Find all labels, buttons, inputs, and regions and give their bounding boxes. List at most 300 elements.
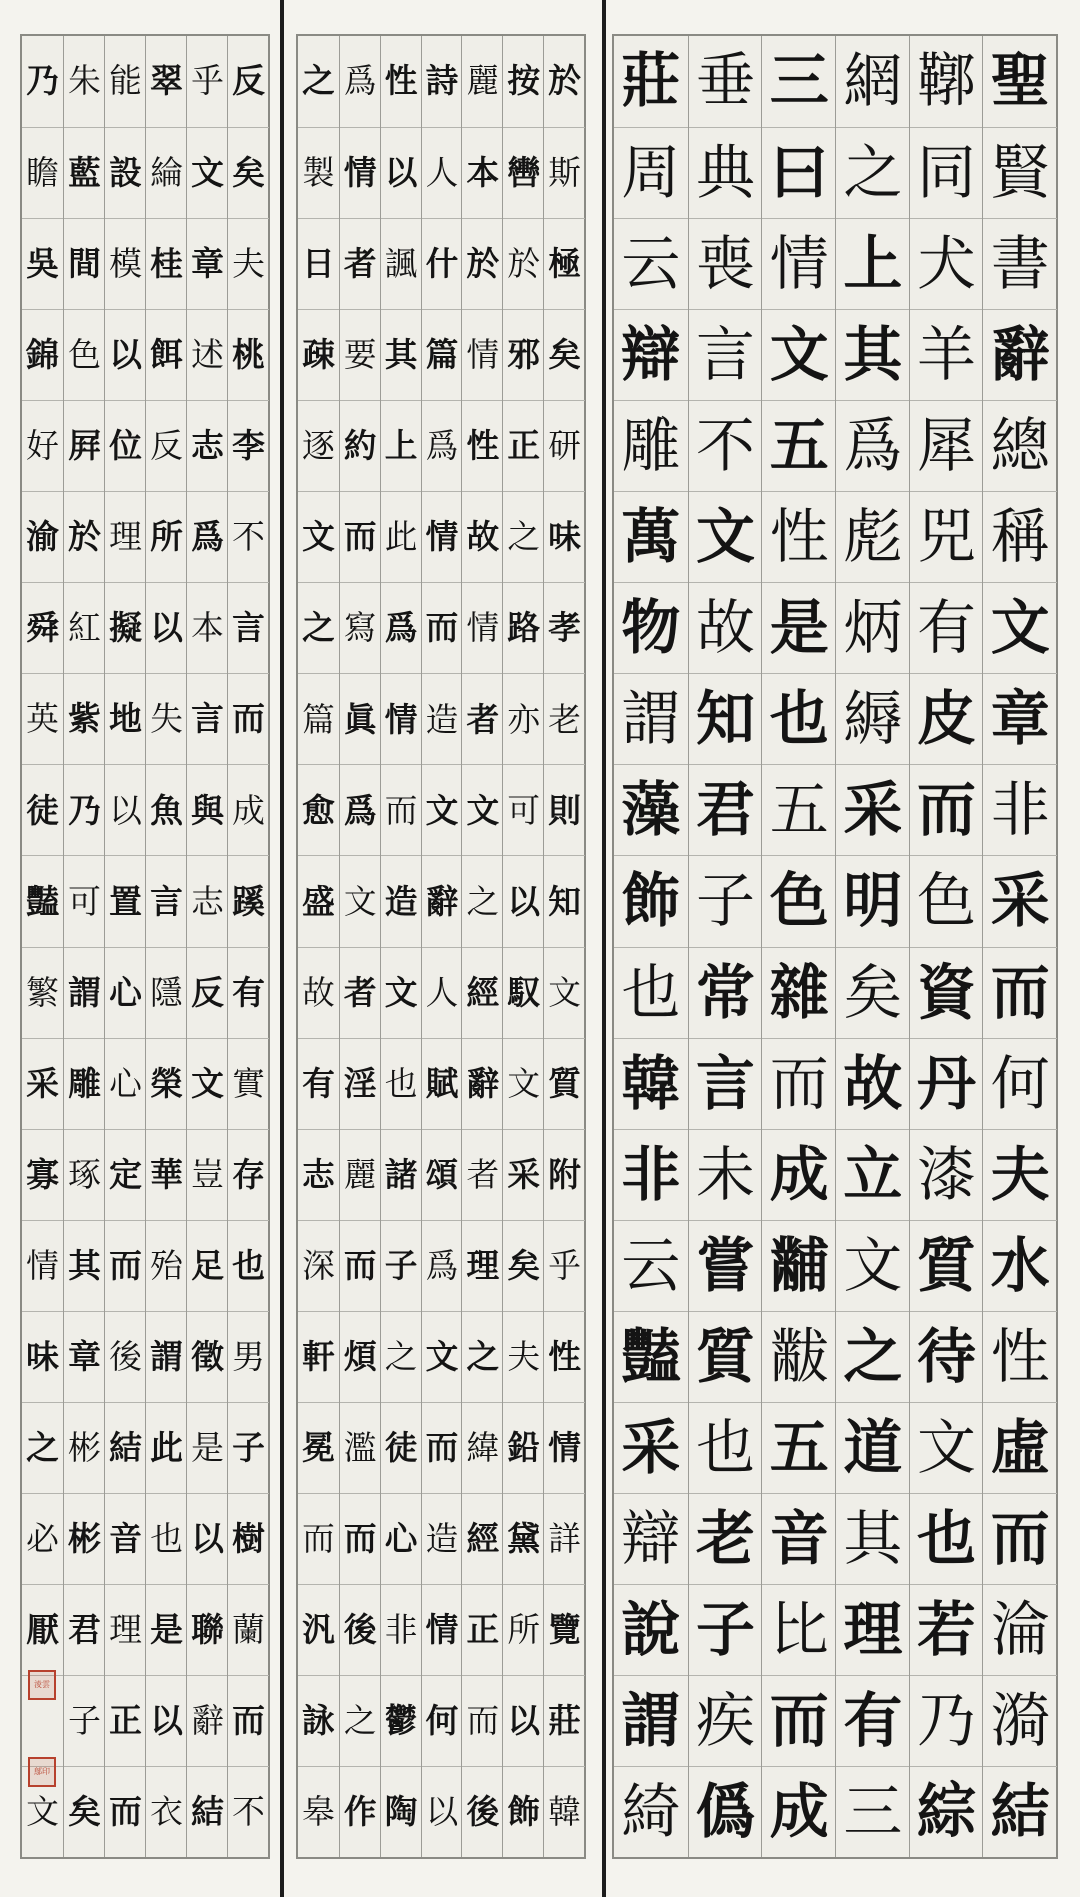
grid-cell <box>298 1038 339 1130</box>
panel-middle <box>296 34 586 1859</box>
calligraphy-glyph: 莊 <box>621 46 681 116</box>
grid-cell <box>22 1038 63 1130</box>
calligraphy-glyph: 藍 <box>68 153 101 193</box>
grid-cell <box>381 1402 422 1494</box>
grid-cell <box>462 1038 503 1130</box>
grid-cell <box>614 218 688 310</box>
grid-cell <box>340 400 381 492</box>
grid-cell <box>544 400 585 492</box>
grid-cell <box>689 855 763 947</box>
grid-cell <box>462 36 503 127</box>
calligraphy-glyph: 而 <box>384 791 418 830</box>
scroll-mounting-divider <box>602 0 606 1897</box>
grid-cell <box>910 1038 984 1130</box>
grid-cell <box>340 36 381 127</box>
grid-cell <box>836 1311 910 1403</box>
calligraphy-glyph: 同 <box>917 138 976 208</box>
grid-cell <box>22 1220 63 1312</box>
grid-cell <box>462 764 503 856</box>
calligraphy-glyph: 質 <box>696 1321 755 1391</box>
grid-cell <box>544 1584 585 1676</box>
grid-cell <box>340 218 381 310</box>
calligraphy-glyph: 爲 <box>343 790 377 830</box>
grid-cell <box>910 1584 984 1676</box>
calligraphy-glyph: 性 <box>466 426 500 466</box>
grid-cell <box>983 1311 1057 1403</box>
calligraphy-glyph: 紫 <box>68 699 101 739</box>
calligraphy-glyph: 比 <box>769 1594 829 1664</box>
calligraphy-glyph: 存 <box>232 1154 265 1194</box>
grid-cell <box>983 1584 1057 1676</box>
calligraphy-glyph: 什 <box>425 244 459 284</box>
grid-cell <box>422 1766 463 1858</box>
grid-cell <box>146 1584 187 1676</box>
calligraphy-glyph: 造 <box>425 1519 459 1558</box>
grid-cell <box>836 36 910 127</box>
grid-cell <box>340 855 381 947</box>
grid-cell <box>228 36 269 127</box>
grid-cell <box>983 1766 1057 1858</box>
grid-cell <box>187 1220 228 1312</box>
calligraphy-glyph: 理 <box>109 1610 142 1649</box>
calligraphy-glyph: 設 <box>109 153 142 193</box>
calligraphy-glyph: 情 <box>425 1610 459 1650</box>
grid-cell <box>340 582 381 674</box>
text-column <box>22 36 63 1857</box>
grid-cell <box>983 947 1057 1039</box>
grid-cell <box>187 1402 228 1494</box>
calligraphy-glyph: 炳 <box>843 593 903 663</box>
calligraphy-glyph: 以 <box>507 1701 541 1741</box>
grid-cell <box>298 1766 339 1858</box>
calligraphy-glyph: 篇 <box>302 700 335 739</box>
calligraphy-glyph: 而 <box>425 608 459 648</box>
calligraphy-glyph: 乃 <box>68 790 101 830</box>
calligraphy-glyph: 魚 <box>150 790 183 830</box>
grid-cell <box>105 764 146 856</box>
calligraphy-glyph: 文 <box>302 517 335 557</box>
grid-cell <box>983 1675 1057 1767</box>
calligraphy-glyph: 云 <box>621 1230 681 1300</box>
calligraphy-glyph: 志 <box>191 426 224 466</box>
calligraphy-glyph: 擬 <box>109 608 142 648</box>
grid-cell <box>340 1675 381 1767</box>
calligraphy-glyph: 是 <box>150 1609 183 1649</box>
grid-cell <box>64 1584 105 1676</box>
calligraphy-glyph: 文 <box>917 1412 976 1482</box>
grid-cell <box>910 309 984 401</box>
calligraphy-glyph: 章 <box>990 684 1050 754</box>
grid-cell <box>298 1220 339 1312</box>
calligraphy-glyph: 人 <box>425 973 459 1012</box>
grid-cell <box>503 673 544 765</box>
calligraphy-glyph: 實 <box>232 1064 265 1103</box>
calligraphy-glyph: 資 <box>917 957 976 1027</box>
grid-cell <box>689 1402 763 1494</box>
calligraphy-glyph: 稱 <box>990 502 1050 572</box>
calligraphy-glyph: 餌 <box>150 335 183 375</box>
grid-cell <box>614 947 688 1039</box>
grid-cell <box>340 1220 381 1312</box>
calligraphy-glyph: 軒 <box>302 1336 335 1376</box>
calligraphy-glyph: 理 <box>466 1245 500 1285</box>
calligraphy-glyph: 頌 <box>425 1154 459 1194</box>
grid-cell <box>983 1493 1057 1585</box>
grid-cell <box>762 218 836 310</box>
grid-cell <box>22 218 63 310</box>
grid-cell <box>105 855 146 947</box>
grid-cell <box>614 1584 688 1676</box>
calligraphy-glyph: 之 <box>843 138 903 208</box>
grid-cell <box>544 1311 585 1403</box>
calligraphy-glyph: 書 <box>990 229 1050 299</box>
calligraphy-glyph: 音 <box>109 1518 142 1558</box>
calligraphy-glyph: 兕 <box>917 502 976 572</box>
grid-cell <box>105 1584 146 1676</box>
grid-cell <box>462 218 503 310</box>
calligraphy-glyph: 寡 <box>26 1154 59 1194</box>
grid-cell <box>187 400 228 492</box>
panel-right <box>612 34 1058 1859</box>
grid-cell <box>614 309 688 401</box>
calligraphy-glyph: 不 <box>232 518 265 557</box>
calligraphy-glyph: 以 <box>507 881 541 921</box>
calligraphy-glyph: 寫 <box>343 609 377 648</box>
grid-cell <box>422 1584 463 1676</box>
calligraphy-glyph: 立 <box>843 1139 903 1209</box>
calligraphy-glyph: 謂 <box>621 684 681 754</box>
calligraphy-glyph: 性 <box>548 1336 581 1376</box>
grid-cell <box>64 1129 105 1221</box>
grid-cell <box>381 1311 422 1403</box>
grid-cell <box>503 1220 544 1312</box>
grid-cell <box>422 400 463 492</box>
calligraphy-glyph: 何 <box>990 1048 1050 1118</box>
calligraphy-glyph: 文 <box>548 973 581 1012</box>
calligraphy-glyph: 舜 <box>26 608 59 648</box>
calligraphy-glyph: 能 <box>109 62 142 101</box>
calligraphy-glyph: 心 <box>109 1064 142 1103</box>
calligraphy-glyph: 爲 <box>843 411 903 481</box>
grid-cell <box>228 309 269 401</box>
calligraphy-glyph: 詩 <box>425 61 459 101</box>
grid-cell <box>503 1493 544 1585</box>
grid-cell <box>503 855 544 947</box>
grid-cell <box>340 764 381 856</box>
seal-upper <box>28 1670 56 1700</box>
grid-cell <box>614 1220 688 1312</box>
grid-cell <box>228 1311 269 1403</box>
grid-cell <box>983 673 1057 765</box>
calligraphy-glyph: 之 <box>384 1337 418 1376</box>
calligraphy-glyph: 眞 <box>343 699 377 739</box>
calligraphy-glyph: 華 <box>150 1154 183 1194</box>
grid-cell <box>614 400 688 492</box>
grid-cell <box>910 1766 984 1858</box>
calligraphy-glyph: 本 <box>466 153 500 193</box>
calligraphy-glyph: 乃 <box>26 61 59 101</box>
calligraphy-glyph: 知 <box>696 684 755 754</box>
calligraphy-glyph: 說 <box>621 1594 681 1664</box>
grid-cell <box>64 582 105 674</box>
grid-cell <box>187 218 228 310</box>
grid-cell <box>689 1493 763 1585</box>
calligraphy-glyph: 總 <box>990 411 1050 481</box>
grid-cell <box>614 1766 688 1858</box>
calligraphy-glyph: 不 <box>696 411 755 481</box>
grid-cell <box>422 855 463 947</box>
grid-cell <box>689 400 763 492</box>
calligraphy-glyph: 陶 <box>384 1792 418 1832</box>
calligraphy-glyph: 斯 <box>548 154 581 193</box>
calligraphy-glyph: 情 <box>384 699 418 739</box>
calligraphy-glyph: 爲 <box>384 608 418 648</box>
grid-cell <box>105 127 146 219</box>
grid-cell <box>146 1675 187 1767</box>
grid-cell <box>381 309 422 401</box>
calligraphy-glyph: 志 <box>191 882 224 921</box>
calligraphy-glyph: 心 <box>109 972 142 1012</box>
calligraphy-glyph: 雕 <box>68 1063 101 1103</box>
calligraphy-glyph: 君 <box>68 1609 101 1649</box>
grid-cell <box>64 1675 105 1767</box>
calligraphy-glyph: 盛 <box>302 881 335 921</box>
grid-cell <box>836 1493 910 1585</box>
grid-cell <box>462 1129 503 1221</box>
calligraphy-glyph: 位 <box>109 426 142 466</box>
calligraphy-glyph: 殆 <box>150 1246 183 1285</box>
grid-cell <box>105 1038 146 1130</box>
calligraphy-glyph: 黼 <box>769 1230 829 1300</box>
calligraphy-glyph: 言 <box>696 320 755 390</box>
grid-cell <box>187 764 228 856</box>
grid-cell <box>146 1766 187 1858</box>
calligraphy-glyph: 成 <box>232 791 265 830</box>
grid-cell <box>614 1402 688 1494</box>
calligraphy-glyph: 采 <box>621 1412 681 1482</box>
calligraphy-glyph: 文 <box>466 790 500 830</box>
grid-cell <box>146 1493 187 1585</box>
calligraphy-glyph: 情 <box>425 517 459 557</box>
calligraphy-glyph: 此 <box>150 1427 183 1467</box>
calligraphy-glyph: 瞻 <box>26 154 59 193</box>
grid-cell <box>689 764 763 856</box>
grid-cell <box>614 1038 688 1130</box>
grid-cell <box>836 1129 910 1221</box>
grid-cell <box>298 491 339 583</box>
calligraphy-glyph: 所 <box>150 517 183 557</box>
calligraphy-glyph: 豈 <box>191 1155 224 1194</box>
calligraphy-glyph: 也 <box>917 1503 976 1573</box>
grid-cell <box>228 1675 269 1767</box>
grid-cell <box>422 127 463 219</box>
calligraphy-glyph: 之 <box>843 1321 903 1391</box>
calligraphy-glyph: 造 <box>425 700 459 739</box>
calligraphy-glyph: 聯 <box>191 1609 224 1649</box>
calligraphy-glyph: 附 <box>548 1154 581 1194</box>
calligraphy-glyph: 模 <box>109 245 142 284</box>
grid-cell <box>422 1311 463 1403</box>
grid-cell <box>910 491 984 583</box>
grid-cell <box>187 673 228 765</box>
grid-cell <box>146 218 187 310</box>
grid-cell <box>298 1584 339 1676</box>
grid-cell <box>340 1493 381 1585</box>
grid-cell <box>910 582 984 674</box>
calligraphy-glyph: 嘗 <box>696 1230 755 1300</box>
calligraphy-glyph: 性 <box>769 502 829 572</box>
calligraphy-glyph: 夫 <box>232 245 265 284</box>
calligraphy-glyph: 辯 <box>621 320 681 390</box>
calligraphy-glyph: 五 <box>769 1412 829 1482</box>
calligraphy-glyph: 於 <box>466 244 500 284</box>
calligraphy-glyph: 極 <box>548 244 581 284</box>
calligraphy-glyph: 所 <box>507 1611 541 1650</box>
calligraphy-glyph: 後 <box>343 1610 377 1650</box>
grid-cell <box>503 218 544 310</box>
grid-cell <box>298 947 339 1039</box>
grid-cell <box>187 1584 228 1676</box>
calligraphy-glyph: 紅 <box>68 609 101 648</box>
grid-cell <box>910 400 984 492</box>
calligraphy-glyph: 愈 <box>302 790 335 830</box>
calligraphy-glyph: 性 <box>384 61 418 101</box>
calligraphy-glyph: 反 <box>191 972 224 1012</box>
grid-cell <box>983 764 1057 856</box>
calligraphy-glyph: 不 <box>232 1793 265 1832</box>
calligraphy-glyph: 而 <box>990 1503 1050 1573</box>
calligraphy-glyph: 情 <box>466 336 500 375</box>
calligraphy-glyph: 正 <box>466 1610 500 1650</box>
grid-cell <box>836 1584 910 1676</box>
calligraphy-glyph: 蹊 <box>232 881 265 921</box>
grid-cell <box>983 127 1057 219</box>
grid-cell <box>544 1493 585 1585</box>
grid-cell <box>983 400 1057 492</box>
calligraphy-glyph: 縟 <box>843 684 903 754</box>
calligraphy-glyph: 英 <box>26 700 59 739</box>
calligraphy-glyph: 以 <box>109 791 142 830</box>
calligraphy-glyph: 而 <box>109 1245 142 1285</box>
grid-cell <box>228 855 269 947</box>
calligraphy-glyph: 以 <box>384 153 418 193</box>
grid-cell <box>187 491 228 583</box>
grid-cell <box>544 127 585 219</box>
grid-cell <box>503 1038 544 1130</box>
calligraphy-glyph: 言 <box>232 608 265 648</box>
calligraphy-glyph: 矣 <box>507 1245 541 1285</box>
calligraphy-glyph: 也 <box>696 1412 755 1482</box>
grid-cell <box>910 127 984 219</box>
calligraphy-glyph: 垂 <box>696 46 755 116</box>
calligraphy-glyph: 文 <box>769 320 829 390</box>
calligraphy-glyph: 綸 <box>150 154 183 193</box>
calligraphy-glyph: 置 <box>109 881 142 921</box>
calligraphy-glyph: 五 <box>769 775 829 845</box>
calligraphy-glyph: 馭 <box>507 972 541 1012</box>
grid-cell <box>689 947 763 1039</box>
grid-cell <box>762 1402 836 1494</box>
calligraphy-glyph: 而 <box>769 1048 829 1118</box>
text-column <box>982 36 1057 1857</box>
grid-cell <box>910 1129 984 1221</box>
calligraphy-glyph: 失 <box>150 700 183 739</box>
calligraphy-glyph: 色 <box>769 866 829 936</box>
calligraphy-glyph: 而 <box>990 957 1050 1027</box>
calligraphy-glyph: 章 <box>191 244 224 284</box>
calligraphy-glyph: 有 <box>302 1063 335 1103</box>
grid-cell <box>298 1402 339 1494</box>
grid-cell <box>503 947 544 1039</box>
calligraphy-glyph: 僞 <box>696 1776 755 1846</box>
grid-cell <box>340 1038 381 1130</box>
grid-cell <box>762 1311 836 1403</box>
grid-cell <box>462 491 503 583</box>
calligraphy-glyph: 之 <box>343 1702 377 1741</box>
grid-cell <box>228 1766 269 1858</box>
calligraphy-glyph: 文 <box>425 1336 459 1376</box>
calligraphy-glyph: 以 <box>150 608 183 648</box>
grid-cell <box>187 1493 228 1585</box>
calligraphy-glyph: 之 <box>26 1427 59 1467</box>
calligraphy-glyph: 濫 <box>343 1428 377 1467</box>
calligraphy-glyph: 明 <box>843 866 903 936</box>
calligraphy-glyph: 是 <box>769 593 829 663</box>
calligraphy-glyph: 翠 <box>150 61 183 101</box>
calligraphy-glyph: 爲 <box>425 427 459 466</box>
grid-cell <box>228 582 269 674</box>
calligraphy-glyph: 於 <box>507 245 541 284</box>
grid-cell <box>544 1402 585 1494</box>
grid-cell <box>983 1220 1057 1312</box>
grid-cell <box>762 673 836 765</box>
calligraphy-glyph: 犀 <box>917 411 976 481</box>
calligraphy-glyph: 深 <box>302 1246 335 1285</box>
grid-cell <box>462 309 503 401</box>
calligraphy-glyph: 彪 <box>843 502 903 572</box>
grid-cell <box>422 218 463 310</box>
grid-cell <box>22 673 63 765</box>
grid-cell <box>340 1311 381 1403</box>
calligraphy-glyph: 淫 <box>343 1063 377 1103</box>
calligraphy-glyph: 文 <box>990 593 1050 663</box>
grid-cell <box>422 1038 463 1130</box>
calligraphy-glyph: 夫 <box>507 1337 541 1376</box>
calligraphy-glyph: 老 <box>548 700 581 739</box>
text-column <box>145 36 187 1857</box>
grid-cell <box>762 1584 836 1676</box>
grid-cell <box>228 947 269 1039</box>
grid-cell <box>836 1402 910 1494</box>
seal-text: 淩雲 <box>34 1680 50 1689</box>
calligraphy-glyph: 汎 <box>302 1610 335 1650</box>
calligraphy-glyph: 謂 <box>150 1336 183 1376</box>
calligraphy-glyph: 夫 <box>990 1139 1050 1209</box>
calligraphy-glyph: 此 <box>384 518 418 557</box>
calligraphy-glyph: 典 <box>696 138 755 208</box>
calligraphy-glyph: 吳 <box>26 244 59 284</box>
calligraphy-glyph: 緯 <box>466 1428 500 1467</box>
calligraphy-glyph: 而 <box>343 1518 377 1558</box>
calligraphy-glyph: 道 <box>843 1412 903 1482</box>
grid-cell <box>422 491 463 583</box>
calligraphy-glyph: 味 <box>548 517 581 557</box>
seal-lower <box>28 1757 56 1787</box>
calligraphy-glyph: 要 <box>343 336 377 375</box>
grid-cell <box>22 127 63 219</box>
calligraphy-glyph: 冕 <box>302 1427 335 1467</box>
calligraphy-glyph: 矣 <box>232 153 265 193</box>
